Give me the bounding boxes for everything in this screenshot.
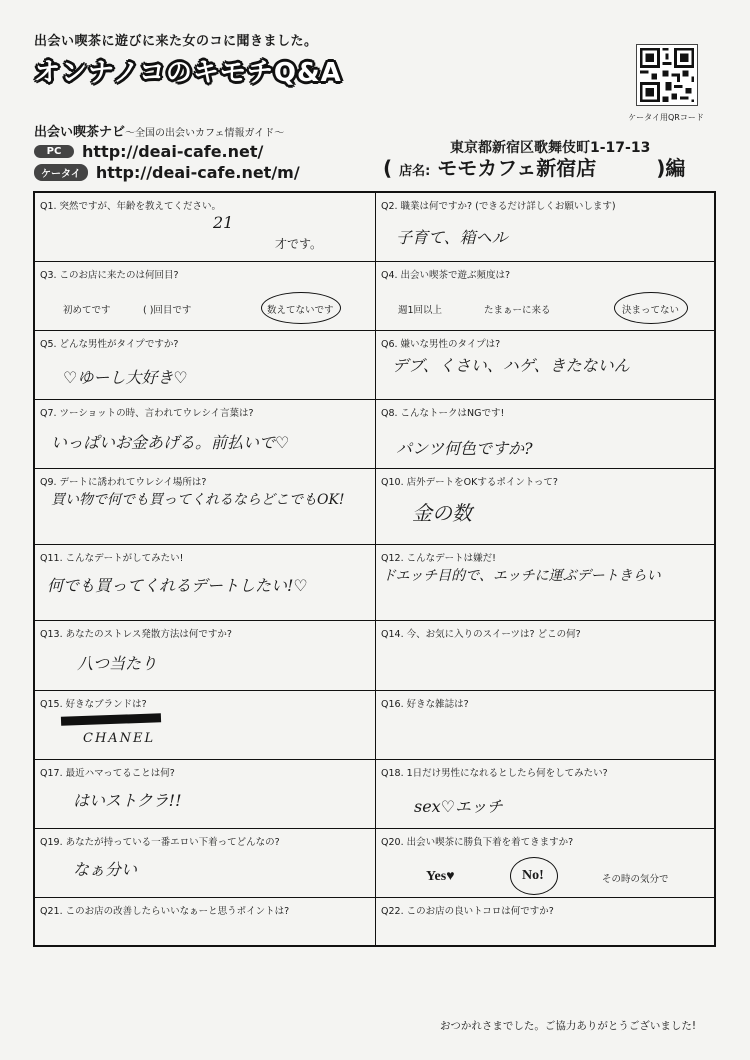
page-title: オンナノコのキモチQ&A (34, 58, 342, 88)
q5-cell (35, 331, 376, 400)
q7-answer: いっぱいお金あげる。前払いで♡ (51, 433, 290, 452)
q3-option-first: 初めてです (63, 305, 111, 316)
q13-text: Q13. あなたのストレス発散方法は何ですか? (40, 629, 232, 640)
shop-address: 東京都新宿区歌舞伎町1-17-13 (450, 140, 651, 156)
pc-url-link[interactable]: http://deai-cafe.net/ (82, 142, 264, 161)
shop-close-paren: )編 (656, 156, 686, 180)
q9-text: Q9. デートに誘われてウレシイ場所は? (40, 477, 207, 488)
q20-text: Q20. 出会い喫茶に勝負下着を着てきますか? (381, 837, 574, 848)
q18-text: Q18. 1日だけ男性になれるとしたら何をしてみたい? (381, 768, 608, 779)
q14-text: Q14. 今、お気に入りのスイーツは? どこの何? (381, 629, 581, 640)
site-name (34, 121, 284, 140)
q12-answer: ドエッチ目的で、エッチに運ぶデートきらい (382, 568, 661, 584)
shop-name: モモカフェ新宿店 (437, 156, 597, 180)
q8-text: Q8. こんなトークはNGです! (381, 408, 505, 419)
q2-text: Q2. 職業は何ですか? (できるだけ詳しくお願いします) (381, 201, 616, 212)
q15-text: Q15. 好きなブランドは? (40, 699, 147, 710)
q12-cell (376, 545, 716, 621)
mobile-url-link[interactable]: http://deai-cafe.net/m/ (95, 163, 300, 182)
q10-answer: 金の数 (412, 501, 472, 525)
q17-answer: はいストクラ!! (73, 791, 182, 810)
q19-cell (35, 829, 376, 898)
shop-name-row (383, 152, 685, 181)
q8-cell (376, 400, 716, 469)
q6-text: Q6. 嫌いな男性のタイプは? (381, 339, 501, 350)
q20-option-mood: その時の気分で (602, 874, 669, 885)
q15-cell (35, 691, 376, 760)
q2-cell (376, 193, 716, 262)
q3-option-notcounted: 数えてないです (267, 305, 334, 316)
q3-selection-circle (261, 292, 341, 324)
mobile-url-row (34, 163, 300, 182)
q1-cell (35, 193, 376, 262)
shop-label: 店名: (399, 164, 431, 179)
q17-cell (35, 760, 376, 829)
q20-option-no: No! (522, 868, 544, 883)
q6-answer: デブ、くさい、ハゲ、きたないん (392, 356, 630, 375)
q18-cell (376, 760, 716, 829)
q1-suffix: 才です。 (275, 237, 323, 251)
pc-badge: PC (34, 145, 74, 158)
pc-url-row (34, 142, 263, 161)
qr-code-icon (636, 44, 698, 106)
q5-answer: ♡ゆーし大好き♡ (63, 368, 188, 387)
q9-cell (35, 469, 376, 545)
q15-scribble-out (61, 713, 161, 725)
q19-answer: なぁ分い (73, 860, 138, 879)
q1-text: Q1. 突然ですが、年齢を教えてください。 (40, 201, 222, 212)
q8-answer: パンツ何色ですか? (396, 439, 533, 458)
q14-cell (376, 621, 716, 691)
q13-answer: 八つ当たり (77, 654, 158, 673)
q4-option-undecided: 決まってない (622, 305, 680, 316)
q4-cell (376, 262, 716, 331)
q4-selection-circle (614, 292, 688, 324)
q11-answer: 何でも買ってくれるデートしたい!♡ (47, 576, 308, 595)
q4-option-weekly: 週1回以上 (398, 305, 443, 316)
q21-cell (35, 898, 376, 947)
q7-cell (35, 400, 376, 469)
q9-answer: 買い物で何でも買ってくれるならどこでもOK! (51, 492, 345, 508)
q13-cell (35, 621, 376, 691)
q19-text: Q19. あなたが持っている一番エロい下着ってどんなの? (40, 837, 280, 848)
q5-text: Q5. どんな男性がタイプですか? (40, 339, 179, 350)
q3-option-count: ( )回目です (143, 305, 192, 316)
qr-caption: ケータイ用QRコード (628, 113, 704, 122)
q12-text: Q12. こんなデートは嫌だ! (381, 553, 496, 564)
q1-answer: 21 (213, 213, 234, 232)
q11-cell (35, 545, 376, 621)
navi-name: 出会い喫茶ナビ (34, 125, 126, 140)
q22-text: Q22. このお店の良いトコロは何ですか? (381, 906, 554, 917)
q20-selection-circle (510, 857, 558, 895)
q16-text: Q16. 好きな雑誌は? (381, 699, 469, 710)
q21-text: Q21. このお店の改善したらいいなぁーと思うポイントは? (40, 906, 290, 917)
navi-subtitle: 〜全国の出会いカフェ情報ガイド〜 (125, 128, 285, 139)
q10-cell (376, 469, 716, 545)
q4-text: Q4. 出会い喫茶で遊ぶ頻度は? (381, 270, 511, 281)
q22-cell (376, 898, 716, 947)
q10-text: Q10. 店外デートをOKするポイントって? (381, 477, 558, 488)
q17-text: Q17. 最近ハマってることは何? (40, 768, 175, 779)
top-tagline: 出会い喫茶に遊びに来た女のコに聞きました。 (34, 34, 318, 49)
q20-cell (376, 829, 716, 898)
q7-text: Q7. ツーショットの時、言われてウレシイ言葉は? (40, 408, 254, 419)
q18-answer: sex♡エッチ (414, 797, 503, 816)
qa-grid (33, 191, 716, 947)
q20-option-yes: Yes♥ (426, 869, 455, 884)
q11-text: Q11. こんなデートがしてみたい! (40, 553, 184, 564)
q15-answer: CHANEL (83, 731, 156, 746)
q4-option-sometimes: たまぁーに来る (484, 305, 551, 316)
shop-open-paren: ( (383, 156, 393, 180)
q3-cell (35, 262, 376, 331)
footer-thanks: おつかれさまでした。ご協力ありがとうございました! (440, 1020, 697, 1032)
mobile-badge: ケータイ (34, 164, 88, 181)
q2-answer: 子育て、箱ヘル (396, 228, 508, 247)
q16-cell (376, 691, 716, 760)
q6-cell (376, 331, 716, 400)
q3-text: Q3. このお店に来たのは何回目? (40, 270, 179, 281)
